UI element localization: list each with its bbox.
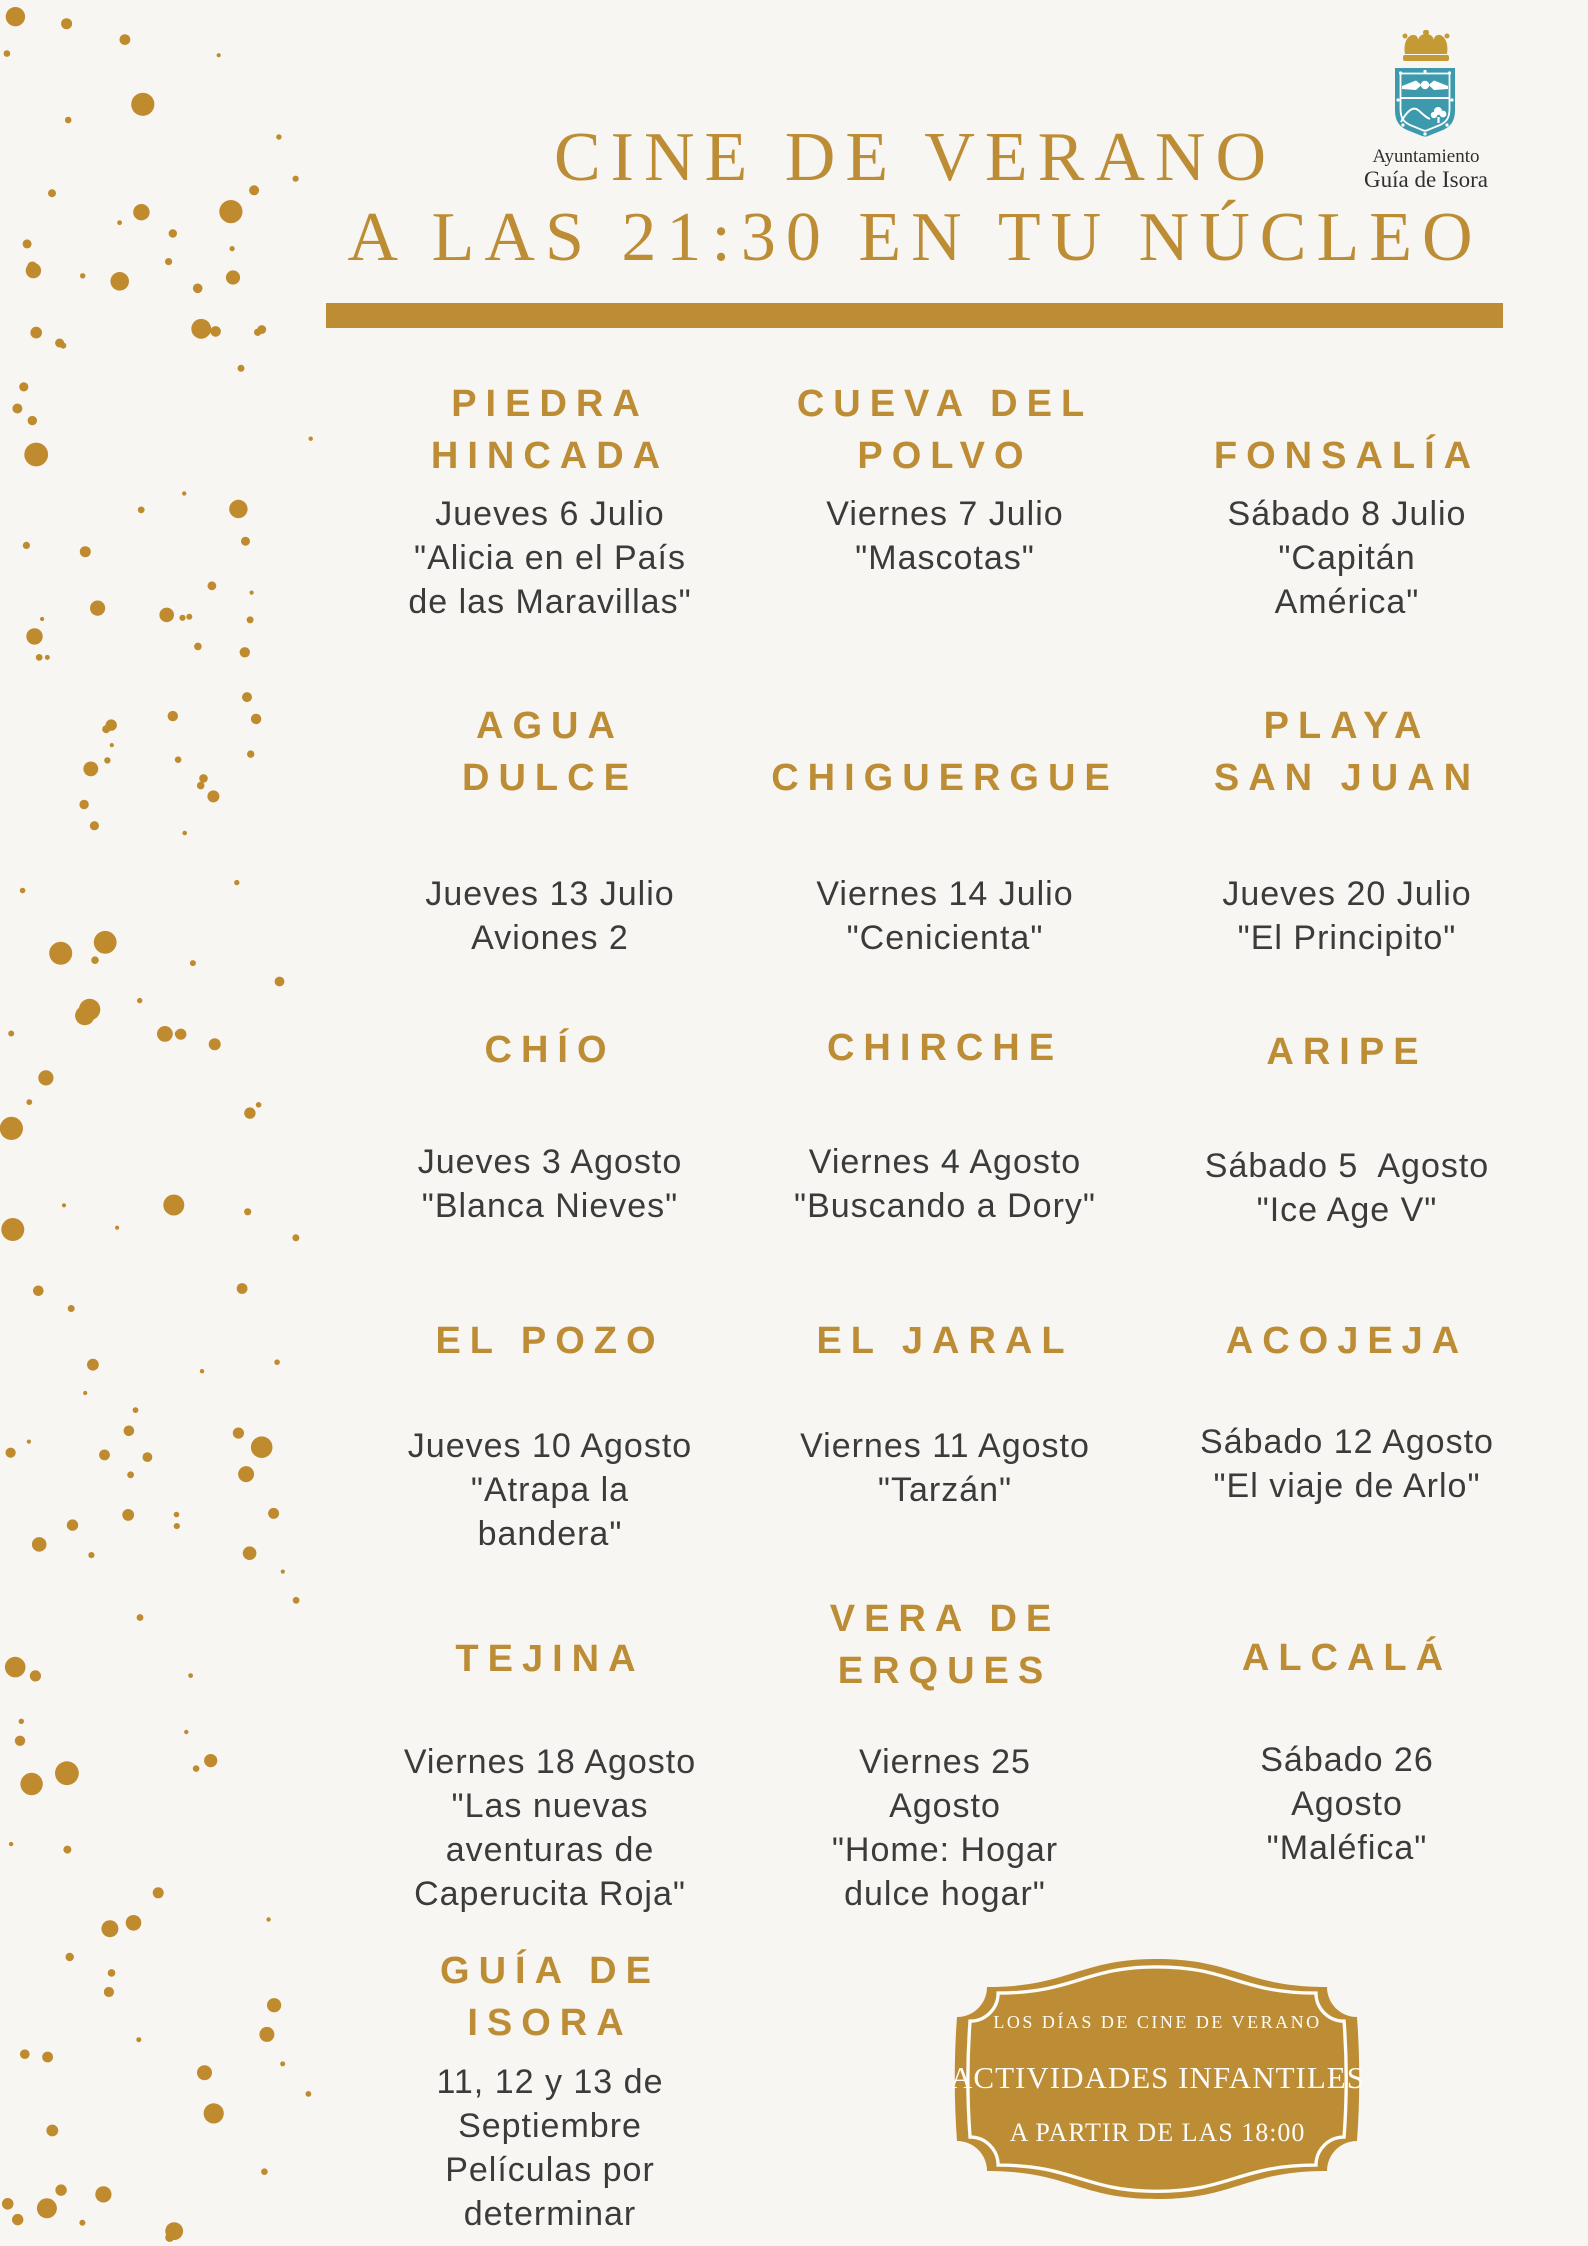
location-name-acojeja: ACOJEJA [1225, 1320, 1469, 1362]
location-films-chiguergue: Viernes 14 Julio "Cenicienta" [816, 875, 1074, 957]
badge-subtitle: LOS DÍAS DE CINE DE VERANO [993, 2012, 1322, 2032]
location-name-chiguergue: CHIGUERGUE [771, 757, 1119, 799]
location-films-agua-dulce: Jueves 13 Julio Aviones 2 [425, 875, 675, 957]
logo-org-name-line1: Ayuntamiento [1372, 146, 1480, 167]
location-name-chio: CHÍO [484, 1029, 616, 1071]
page-title-line2: A LAS 21:30 EN TU NÚCLEO [347, 199, 1483, 276]
badge-title: ACTIVIDADES INFANTILES [950, 2060, 1365, 2095]
location-films-fonsalia: Sábado 8 Julio "Capitán América" [1227, 495, 1467, 621]
location-name-chirche: CHIRCHE [826, 1027, 1064, 1069]
location-films-el-jaral: Viernes 11 Agosto "Tarzán" [800, 1427, 1090, 1509]
location-name-tejina: TEJINA [455, 1638, 645, 1680]
gold-dots-pattern-icon [0, 0, 340, 2246]
location-films-aripe: Sábado 5 Agosto "Ice Age V" [1204, 1147, 1490, 1229]
location-films-playa-san-juan: Jueves 20 Julio "El Principito" [1222, 875, 1472, 957]
location-films-vera-de-erques: Viernes 25 Agosto "Home: Hogar dulce hogar" [831, 1743, 1059, 1913]
location-name-guia-de-isora: GUÍA DE ISORA [440, 1950, 660, 2044]
location-films-guia-de-isora: 11, 12 y 13 de Septiembre Películas por determinar [436, 2063, 664, 2233]
location-name-piedra-hincada: PIEDRA HINCADA [430, 383, 670, 477]
location-name-playa-san-juan: PLAYA SAN JUAN [1213, 705, 1481, 799]
location-name-fonsalia: FONSALÍA [1213, 435, 1481, 477]
location-name-alcala: ALCALÁ [1241, 1637, 1453, 1679]
page-title [215, 118, 1588, 278]
location-films-chirche: Viernes 4 Agosto "Buscando a Dory" [794, 1143, 1096, 1225]
page-title-line1: CINE DE VERANO [553, 119, 1276, 196]
location-name-agua-dulce: AGUA DULCE [462, 705, 638, 799]
title-underline-bar [326, 303, 1503, 328]
location-name-cueva-del-polvo: CUEVA DEL POLVO [796, 383, 1094, 477]
location-name-vera-de-erques: VERA DE ERQUES [829, 1598, 1061, 1692]
location-films-cueva-del-polvo: Viernes 7 Julio "Mascotas" [826, 495, 1064, 577]
location-films-alcala: Sábado 26 Agosto "Maléfica" [1260, 1741, 1434, 1867]
logo-org-name-line2: Guía de Isora [1364, 167, 1488, 192]
badge-time: A PARTIR DE LAS 18:00 [1009, 2118, 1306, 2147]
location-films-acojeja: Sábado 12 Agosto "El viaje de Arlo" [1200, 1423, 1494, 1505]
location-films-el-pozo: Jueves 10 Agosto "Atrapa la bandera" [407, 1427, 693, 1553]
location-films-chio: Jueves 3 Agosto "Blanca Nieves" [417, 1143, 683, 1225]
location-films-piedra-hincada: Jueves 6 Julio "Alicia en el País de las Maravillas" [408, 495, 692, 621]
location-name-el-jaral: EL JARAL [816, 1320, 1074, 1362]
location-films-tejina: Viernes 18 Agosto "Las nuevas aventuras de Caperucita Roja" [403, 1743, 697, 1913]
location-name-el-pozo: EL POZO [435, 1320, 665, 1362]
location-name-aripe: ARIPE [1266, 1031, 1428, 1073]
